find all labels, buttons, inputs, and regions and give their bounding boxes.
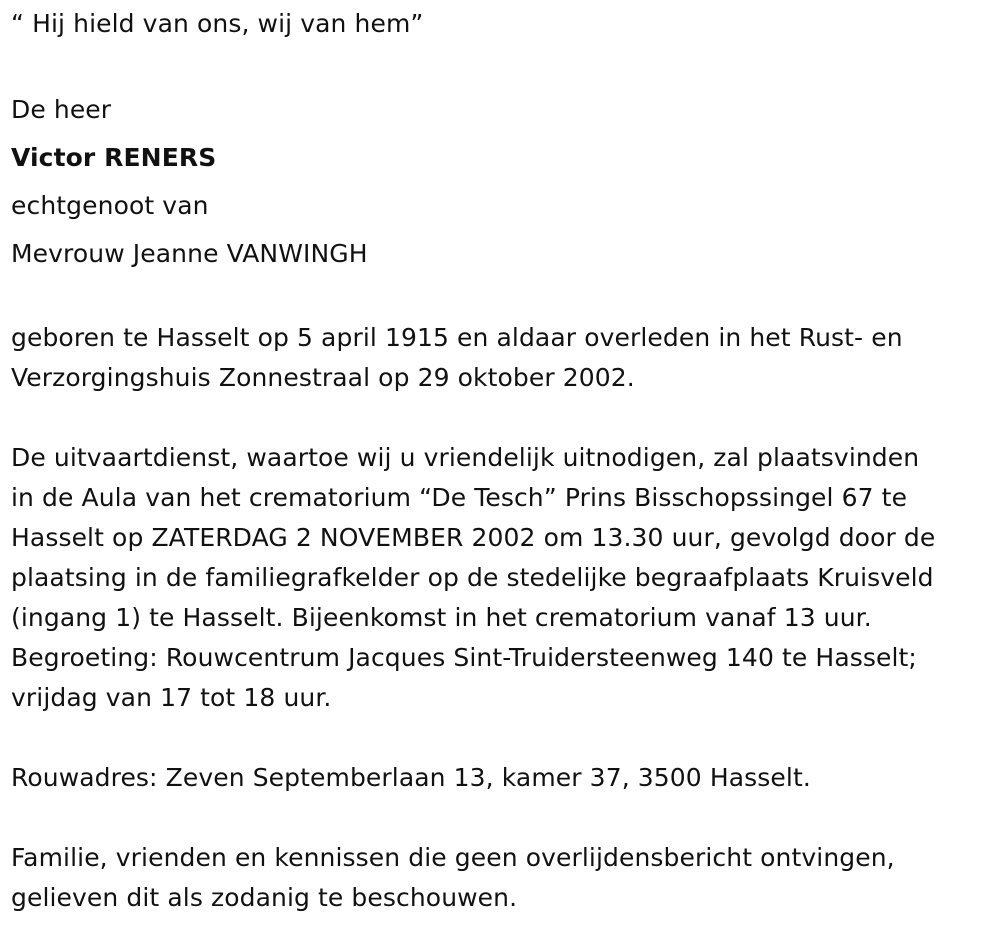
spacer bbox=[11, 278, 990, 318]
spacer bbox=[11, 398, 990, 438]
paragraph-line: Begroeting: Rouwcentrum Jacques Sint-Truidersteenweg 140 te Hasselt; bbox=[11, 643, 917, 672]
title-prefix: De heer bbox=[11, 95, 112, 124]
paragraph-line: geboren te Hasselt op 5 april 1915 en aldaar overleden in het Rust- en bbox=[11, 323, 903, 352]
spacer bbox=[11, 42, 990, 86]
paragraph-line: gelieven dit als zodanig te beschouwen. bbox=[11, 883, 518, 912]
paragraph-line: (ingang 1) te Hasselt. Bijeenkomst in het crematorium vanaf 13 uur. bbox=[11, 603, 872, 632]
paragraph-line: in de Aula van het crematorium “De Tesch” Prins Bisschopssingel 67 te bbox=[11, 483, 908, 512]
mourning-address: Rouwadres: Zeven Septemberlaan 13, kamer 37, 3500 Hasselt. bbox=[11, 763, 811, 792]
service-paragraph bbox=[11, 438, 990, 718]
paragraph-line: vrijdag van 17 tot 18 uur. bbox=[11, 683, 332, 712]
deceased-name: Victor RENERS bbox=[11, 143, 217, 172]
opening-quote: “ Hij hield van ons, wij van hem” bbox=[11, 9, 424, 38]
birth-death-paragraph bbox=[11, 318, 990, 398]
paragraph-line: Hasselt op ZATERDAG 2 NOVEMBER 2002 om 13.30 uur, gevolgd door de bbox=[11, 523, 936, 552]
paragraph-line: De uitvaartdienst, waartoe wij u vriendelijk uitnodigen, zal plaatsvinden bbox=[11, 443, 920, 472]
paragraph-line: plaatsing in de familiegrafkelder op de stedelijke begraafplaats Kruisveld bbox=[11, 563, 934, 592]
spacer bbox=[11, 798, 990, 838]
relation-text: echtgenoot van bbox=[11, 191, 209, 220]
paragraph-line: Familie, vrienden en kennissen die geen overlijdensbericht ontvingen, bbox=[11, 843, 895, 872]
closing-paragraph bbox=[11, 838, 990, 918]
paragraph-line: Verzorgingshuis Zonnestraal op 29 oktober 2002. bbox=[11, 363, 635, 392]
spacer bbox=[11, 718, 990, 758]
spouse-name: Mevrouw Jeanne VANWINGH bbox=[11, 239, 368, 268]
